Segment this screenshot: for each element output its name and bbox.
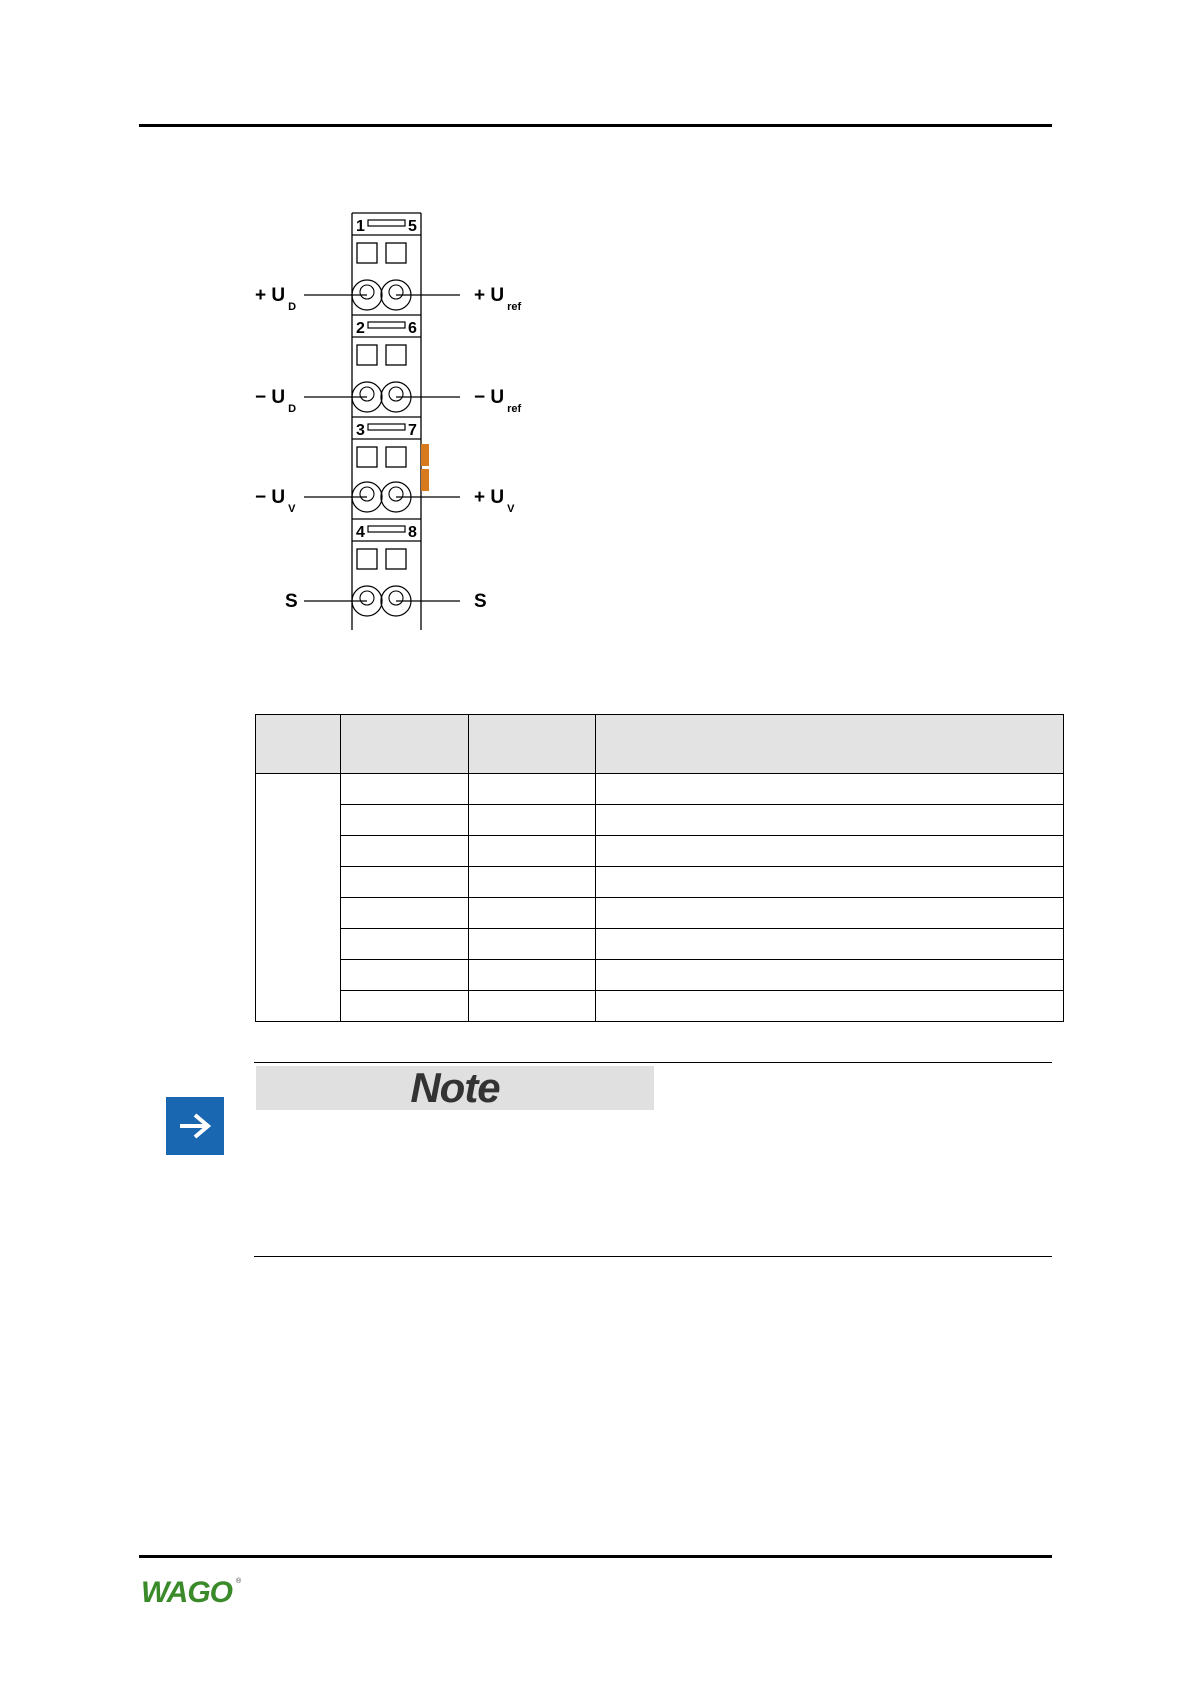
table-cell [341,774,469,805]
clamp-spring [360,591,374,605]
clamp-spring [389,387,403,401]
table-cell [469,774,596,805]
terminal-label: + $U_D$ [255,285,297,313]
terminal-label: − $U_{ref}$ [474,387,522,415]
table-cell [341,867,469,898]
status-indicator [421,469,429,491]
table-header-cell [596,715,1064,774]
table-row [256,960,1064,991]
terminal-label: + $U_V$ [474,487,515,515]
terminal-number: 7 [408,422,417,439]
svg-text:WAGO: WAGO [141,1576,232,1609]
release-button [386,345,406,365]
table-cell [469,836,596,867]
clamp-spring [389,487,403,501]
table-header-cell [256,715,341,774]
release-button [357,549,377,569]
terminal-block [304,315,460,412]
table-cell [469,929,596,960]
table-row [256,805,1064,836]
table-cell [341,836,469,867]
terminal-label: − $U_D$ [255,387,297,415]
terminal-label: S [474,591,487,612]
clamp-spring [360,487,374,501]
clamp-spring [360,285,374,299]
release-button [386,243,406,263]
terminal-number: 6 [408,320,417,337]
clamp-spring [389,591,403,605]
table-cell [596,867,1064,898]
table-row [256,898,1064,929]
table-cell [596,991,1064,1022]
terminal-label: + $U_{ref}$ [474,285,522,313]
table-cell [596,929,1064,960]
terminal-label: S [285,591,298,612]
table-cell [341,805,469,836]
table-row [256,836,1064,867]
status-indicator [421,444,429,466]
table-cell [469,960,596,991]
table-header-cell [469,715,596,774]
table-row [256,867,1064,898]
terminal-label: − $U_V$ [255,487,296,515]
svg-text:®: ® [236,1578,242,1585]
terminal-number: 2 [356,320,365,337]
release-button [357,345,377,365]
arrow-right-icon [166,1097,224,1155]
header-rule [139,124,1052,127]
table-cell [596,960,1064,991]
marker-slot [368,424,405,430]
table-row [256,929,1064,960]
table-row [256,774,1064,805]
table-cell [596,805,1064,836]
table-cell [469,867,596,898]
table-cell [341,991,469,1022]
marker-slot [368,220,405,226]
release-button [386,447,406,467]
note-top-rule [254,1062,1052,1063]
terminal-block [304,519,460,616]
release-button [386,549,406,569]
footer-rule [139,1555,1052,1558]
marker-slot [368,322,405,328]
table-group-cell [256,774,341,1022]
terminal-number: 4 [356,524,365,541]
note-title: Note [256,1066,654,1110]
table-header-cell [341,715,469,774]
terminal-number: 3 [356,422,365,439]
clamp-spring [360,387,374,401]
release-button [357,243,377,263]
terminal-number: 5 [408,218,417,235]
table-cell [469,805,596,836]
table-cell [341,898,469,929]
table-cell [469,898,596,929]
terminal-block [304,417,460,512]
terminal-connection-diagram [240,205,540,630]
terminal-block [304,213,460,310]
terminal-number: 8 [408,524,417,541]
table-cell [596,774,1064,805]
note-bottom-rule [254,1256,1052,1257]
table-cell [596,898,1064,929]
table-cell [341,929,469,960]
table-cell [469,991,596,1022]
table-header-row [256,715,1064,774]
connection-table [255,714,1064,1022]
wago-logo [139,1572,249,1612]
marker-slot [368,526,405,532]
release-button [357,447,377,467]
table-cell [341,960,469,991]
table-row [256,991,1064,1022]
terminal-number: 1 [356,218,365,235]
clamp-spring [389,285,403,299]
table-cell [596,836,1064,867]
